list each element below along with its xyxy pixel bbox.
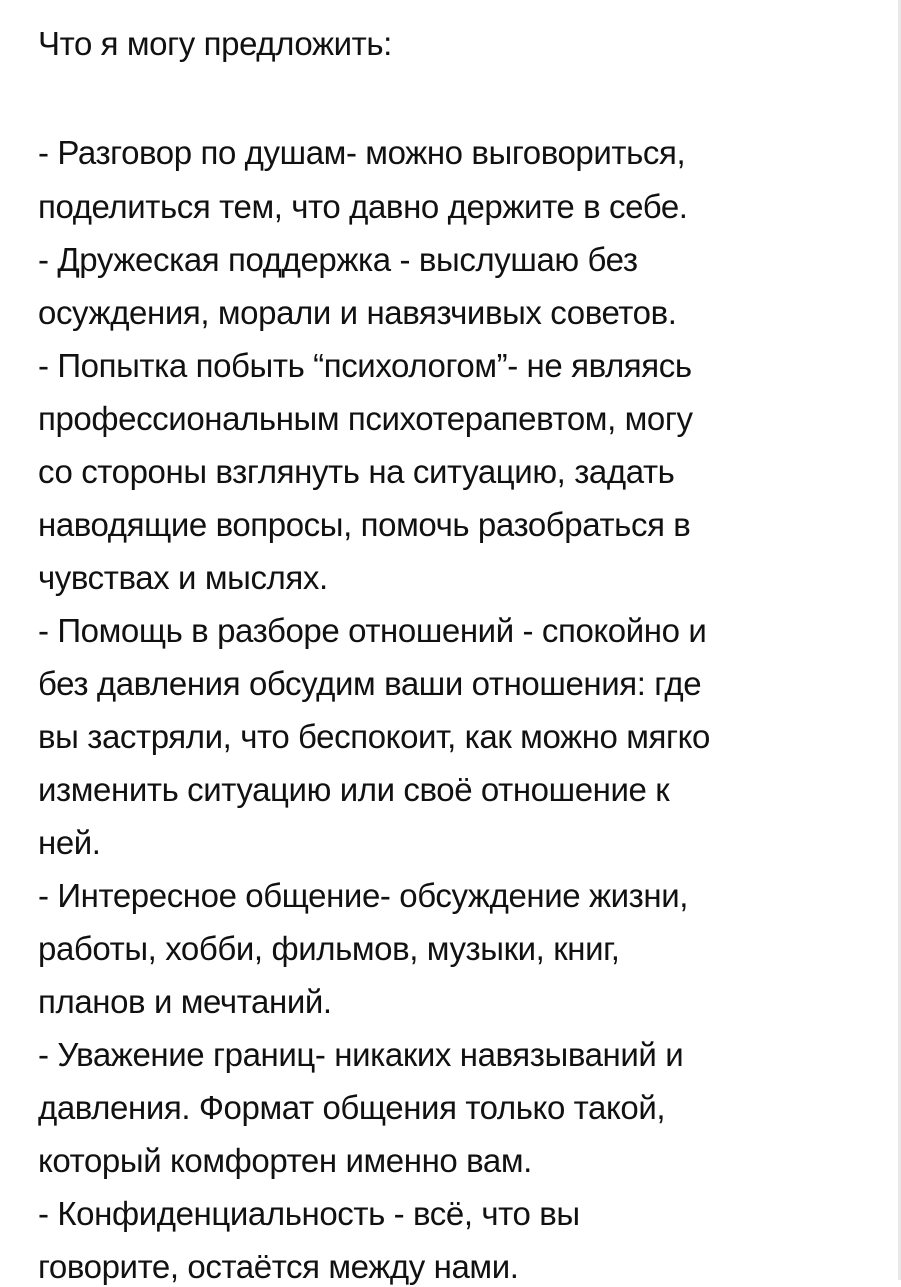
- text-line: - Интересное общение- обсуждение жизни,: [38, 877, 689, 914]
- text-line: - Попытка побыть “психологом”- не являясь: [38, 347, 692, 384]
- text-line: со стороны взглянуть на ситуацию, задать: [38, 453, 675, 490]
- text-line: - Дружеская поддержка - выслушаю без: [38, 241, 638, 278]
- text-line: работы, хобби, фильмов, музыки, книг,: [38, 930, 620, 967]
- text-line: осуждения, морали и навязчивых советов.: [38, 294, 677, 331]
- text-line: изменить ситуацию или своё отношение к: [38, 771, 670, 808]
- text-line: - Помощь в разборе отношений - спокойно и: [38, 612, 707, 649]
- text-line: ней.: [38, 824, 101, 861]
- text-line: - Конфиденциальность - всё, что вы: [38, 1195, 580, 1232]
- text-line: без давления обсудим ваши отношения: где: [38, 665, 702, 702]
- text-line: профессиональным психотерапевтом, могу: [38, 400, 693, 437]
- text-line: - Уважение границ- никаких навязываний и: [38, 1036, 684, 1073]
- text-line: говорите, остаётся между нами.: [38, 1248, 519, 1285]
- text-line: поделиться тем, что давно держите в себе.: [38, 188, 688, 225]
- heading: Что я могу предложить:: [38, 25, 392, 62]
- text-line: чувствах и мыслях.: [38, 559, 328, 596]
- text-line: вы застряли, что беспокоит, как можно мягко: [38, 718, 711, 755]
- text-line: давления. Формат общения только такой,: [38, 1089, 666, 1126]
- text-line: - Разговор по душам- можно выговориться,: [38, 134, 686, 171]
- text-line: планов и мечтаний.: [38, 983, 332, 1020]
- text-line: который комфортен именно вам.: [38, 1142, 532, 1179]
- text-line: наводящие вопросы, помочь разобраться в: [38, 506, 691, 543]
